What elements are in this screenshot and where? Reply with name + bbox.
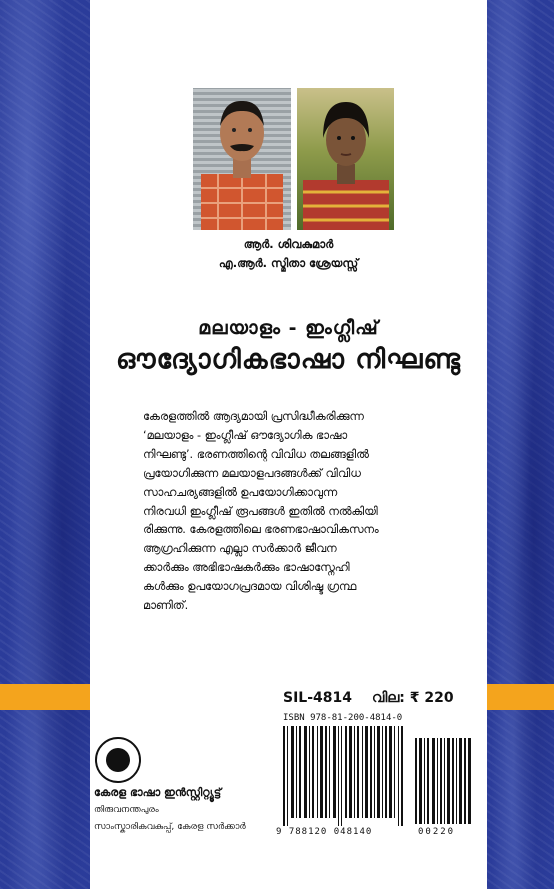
title-line-2: ഔദ്യോഗികഭാഷാ നിഘണ്ടു (116, 344, 461, 375)
catalog-code: SIL-4814 (283, 690, 352, 706)
blurb-line: രിക്കുന്നു. കേരളത്തിലെ ഭരണഭാഷാവികസനം (143, 523, 379, 537)
blurb-line: നിഘണ്ടു’. ഭരണത്തിന്റെ വിവിധ തലങ്ങളിൽ (143, 447, 369, 461)
blurb-line: ക്കാർക്കും അഭിഭാഷകർക്കും ഭാഷാസ്നേഹി (143, 561, 350, 575)
blurb-line: നിരവധി ഇംഗ്ലീഷ് രൂപങ്ങൾ ഇതിൽ നൽകിയി (143, 504, 378, 518)
addon-digits: 00220 (418, 827, 456, 837)
blurb-line: മാണിത്. (143, 599, 189, 613)
right-blue-panel (487, 0, 554, 889)
blurb-line: ആഗ്രഹിക്കുന്ന എല്ലാ സർക്കാർ ജീവന (143, 542, 337, 556)
publisher-name: കേരള ഭാഷാ ഇൻസ്റ്റിറ്റ്യൂട്ട് (94, 786, 222, 799)
left-orange-band (0, 684, 90, 710)
price-addon-barcode (415, 738, 471, 824)
right-orange-band (487, 684, 554, 710)
author-photo-1 (193, 88, 291, 230)
author-name-2: എ.ആർ. സ്മിതാ ശ്രേയസ്സ് (218, 256, 359, 270)
blurb-line: സാഹചര്യങ്ങളിൽ ഉപയോഗിക്കാവുന്ന (143, 485, 338, 499)
publisher-logo-icon (95, 737, 141, 783)
blurb-line: കേരളത്തിൽ ആദ്യമായി പ്രസിദ്ധീകരിക്കുന്ന (143, 410, 364, 423)
isbn-barcode (283, 726, 403, 826)
title-line-1: മലയാളം - ഇംഗ്ലീഷ് (198, 317, 379, 339)
price: വില: ₹ 220 (372, 690, 454, 706)
blurb-line: പ്രയോഗിക്കുന്ന മലയാളപദങ്ങൾക്ക് വിവിധ (143, 466, 361, 480)
blurb-line: കൾക്കും ഉപയോഗപ്രദമായ വിശിഷ്ട ഗ്രന്ഥ (143, 580, 357, 594)
blurb-text (143, 408, 435, 616)
publisher-city: തിരുവനന്തപുരം (94, 805, 159, 815)
isbn-text: ISBN 978-81-200-4814-0 (283, 713, 403, 723)
left-blue-panel (0, 0, 90, 889)
author-name-1: ആർ. ശിവകുമാർ (243, 237, 334, 251)
author-photo-2 (297, 88, 394, 230)
publisher-department: സാംസ്കാരികവകുപ്പ്, കേരള സർക്കാർ (94, 822, 246, 832)
barcode-digits: 9 788120 048140 (276, 827, 373, 837)
blurb-line: ‘മലയാളം - ഇംഗ്ലീഷ് ഔദ്യോഗിക ഭാഷാ (143, 428, 348, 442)
